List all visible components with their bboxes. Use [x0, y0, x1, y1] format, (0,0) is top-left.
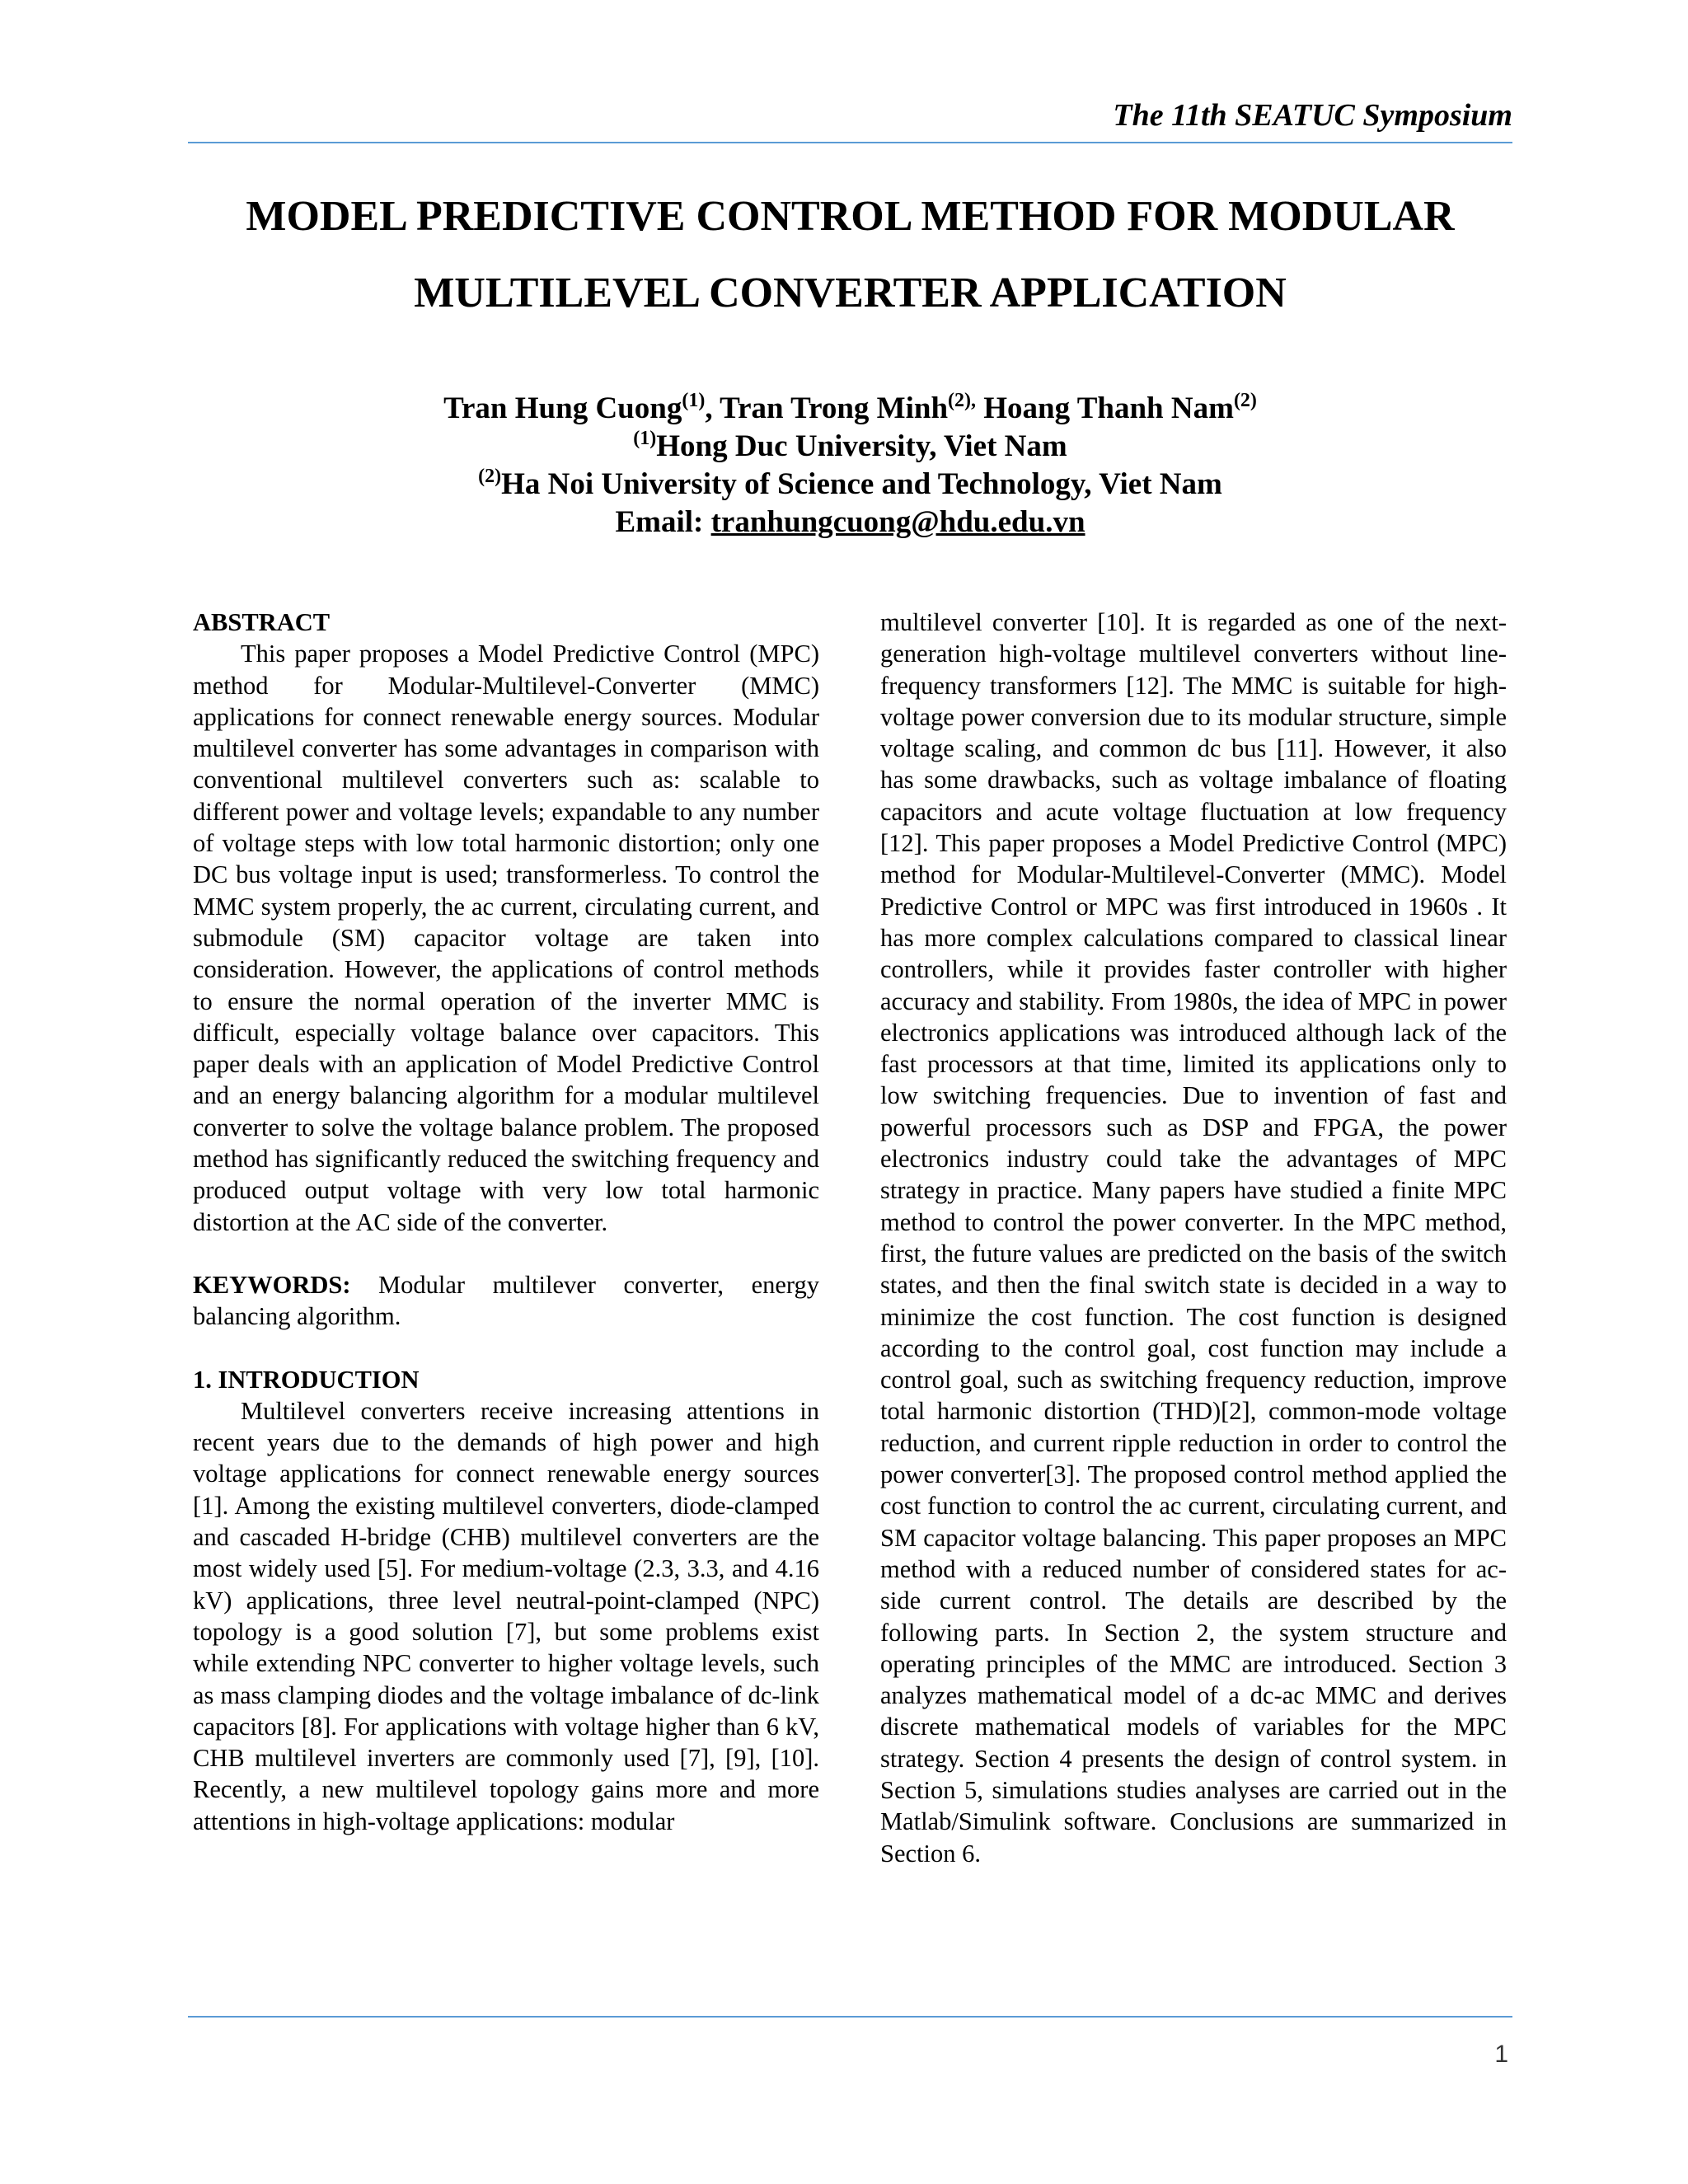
- abstract-text: This paper proposes a Model Predictive Control (MPC) method for Modular-Multilevel-Converter (MMC) applications for connect renewable energy sources. Modular multilevel converter has some advantages in comparison with conventional multilevel converters such as: scalable to different power and voltage levels; expandable to any number of voltage steps with low total harmonic distortion; only one DC bus voltage input is used; transformerless. To control the MMC system properly, the ac current, circulating current, and submodule (SM) capacitor voltage are taken into consideration. However, the applications of control methods to ensure the normal operation of the inverter MMC is difficult, especially voltage balance over capacitors. This paper deals with an application of Model Predictive Control and an energy balancing algorithm for a modular multilevel converter to solve the voltage balance problem. The proposed method has significantly reduced the switching frequency and produced output voltage with very low total harmonic distortion at the AC side of the converter.: [193, 640, 819, 1236]
- keywords-label: KEYWORDS:: [193, 1270, 351, 1299]
- affiliation-2-name: Ha Noi University of Science and Technology, Viet Nam: [501, 467, 1222, 501]
- keywords-text: Modular multilever converter, energy balancing algorithm.: [193, 1270, 819, 1331]
- author-3: Hoang Thanh Nam: [983, 391, 1234, 425]
- author-3-affiliation-mark: (2): [1233, 390, 1257, 411]
- title-line-2: MULTILEVEL CONVERTER APPLICATION: [414, 269, 1287, 316]
- author-1: Tran Hung Cuong: [443, 391, 682, 425]
- keywords: [193, 1269, 819, 1333]
- introduction-heading: 1. INTRODUCTION: [193, 1365, 420, 1394]
- affiliation-1-name: Hong Duc University, Viet Nam: [656, 429, 1067, 463]
- running-header: The 11th SEATUC Symposium: [1113, 98, 1512, 133]
- left-column: [193, 607, 819, 1837]
- paragraph-gap: [193, 1238, 819, 1269]
- author-line: [188, 390, 1512, 428]
- author-1-affiliation-mark: (1): [682, 390, 706, 411]
- affiliation-1: [188, 428, 1512, 466]
- header-rule: [188, 142, 1512, 143]
- email-label: Email:: [615, 505, 711, 539]
- introduction-text-left: Multilevel converters receive increasing attentions in recent years due to the demands of high power and high voltage applications for connect renewable energy sources [1]. Among the existing multilevel converters, diode-clamped and cascaded H-bridge (CHB) multilevel converters are the most widely used [5]. For medium-voltage (2.3, 3.3, and 4.16 kV) applications, three level neutral-point-clamped (NPC) topology is a good solution [7], but some problems exist while extending NPC converter to higher voltage levels, such as mass clamping diodes and the voltage imbalance of dc-link capacitors [8]. For applications with voltage higher than 6 kV, CHB multilevel inverters are commonly used [7], [9], [10]. Recently, a new multilevel topology gains more and more attentions in high-voltage applications: modular: [193, 1396, 819, 1835]
- abstract-heading: ABSTRACT: [193, 608, 331, 636]
- author-2-affiliation-mark: (2),: [948, 390, 977, 411]
- footer-rule: [188, 2016, 1512, 2018]
- paper-title: [188, 178, 1512, 331]
- author-separator: [976, 391, 983, 425]
- paragraph-gap: [193, 1333, 819, 1364]
- title-line-1: MODEL PREDICTIVE CONTROL METHOD FOR MODULAR: [246, 193, 1455, 240]
- authors-block: [188, 390, 1512, 541]
- email-line: [188, 504, 1512, 541]
- affiliation-2: [188, 466, 1512, 504]
- page-number: 1: [1494, 2041, 1508, 2068]
- introduction-text-right: multilevel converter [10]. It is regarded as one of the next-generation high-voltage multilevel converters without line-frequency transformers [12]. The MMC is suitable for high-voltage power conversion due to its modular structure, simple voltage scaling, and common dc bus [11]. However, it also has some drawbacks, such as voltage imbalance of floating capacitors and acute voltage fluctuation at low frequency [12]. This paper proposes a Model Predictive Control (MPC) method for Modular-Multilevel-Converter (MMC). Model Predictive Control or MPC was first introduced in 1960s . It has more complex calculations compared to classical linear controllers, while it provides faster controller with higher accuracy and stability. From 1980s, the idea of MPC in power electronics applications was introduced although lack of the fast processors at that time, limited its applications only to low switching frequencies. Due to invention of fast and powerful processors such as DSP and FPGA, the power electronics industry could take the advantages of MPC strategy in practice. Many papers have studied a finite MPC method to control the power converter. In the MPC method, first, the future values are predicted on the basis of the switch states, and then the final switch state is decided in a way to minimize the cost function. The cost function is designed according to the control goal, cost function may include a control goal, such as switching frequency reduction, improve total harmonic distortion (THD)[2], common-mode voltage reduction, and current ripple reduction in order to control the power converter[3]. The proposed control method applied the cost function to control the ac current, circulating current, and SM capacitor voltage balancing. This paper proposes an MPC method with a reduced number of considered states for ac-side current control. The details are described by the following parts. In Section 2, the system structure and operating principles of the MMC are introduced. Section 3 analyzes mathematical model of a dc-ac MMC and derives discrete mathematical models of variables for the MPC strategy. Section 4 presents the design of control system. in Section 5, simulations studies analyses are carried out in the Matlab/Simulink software. Conclusions are summarized in Section 6.: [880, 608, 1507, 1868]
- affiliation-1-mark: (1): [633, 428, 657, 449]
- author-separator: ,: [705, 391, 720, 425]
- email-link[interactable]: tranhungcuong@hdu.edu.vn: [710, 505, 1085, 539]
- right-column: [880, 607, 1507, 1869]
- author-2: Tran Trong Minh: [720, 391, 949, 425]
- affiliation-2-mark: (2): [478, 466, 502, 487]
